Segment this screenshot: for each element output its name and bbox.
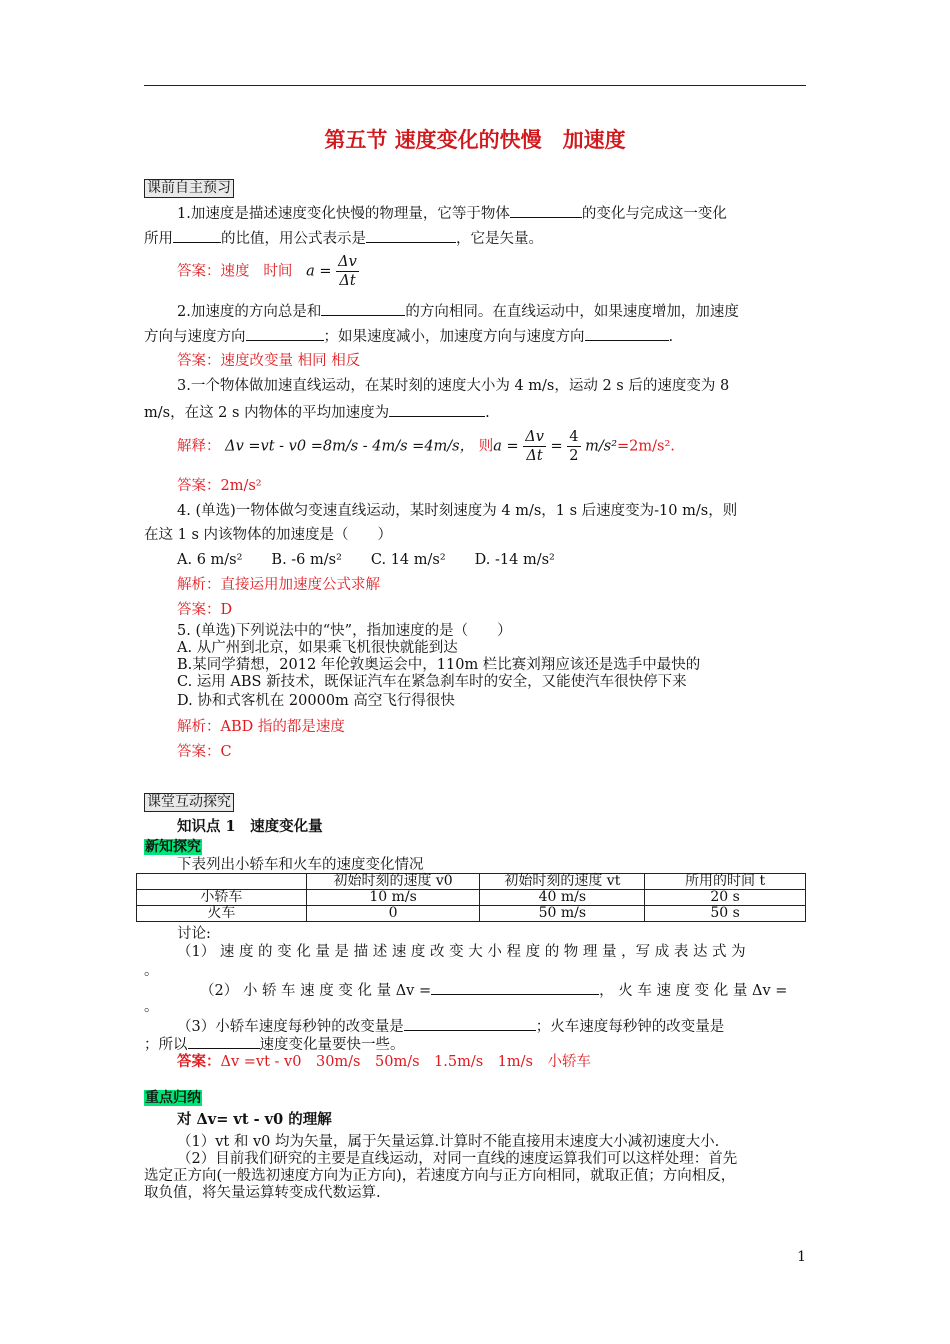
discussion-3-cont: ；所以 速度变化量要快一些。 — [144, 1034, 405, 1055]
point-2-line3: 取负值，将矢量运算转变成代数运算. — [144, 1185, 381, 1201]
q5-option-a: A. 从广州到北京，如果乘飞机很快就能到达 — [177, 640, 458, 656]
section-classroom-label: 课堂互动探究 — [144, 793, 234, 812]
velocity-table — [136, 873, 806, 922]
discussion-1: （1） 速 度 的 变 化 量 是 描 述 速 度 改 变 大 小 程 度 的 物 理 量 ，写 成 表 达 式 为 — [177, 944, 746, 960]
answer-6: 答案：Δv =vt - v0 30m/s 50m/s 1.5m/s 1m/s 小轿车 — [177, 1053, 591, 1070]
q4-options: A. 6 m/s² B. -6 m/s² C. 14 m/s² D. -14 m/s² — [177, 552, 555, 568]
q2-line2: 方向与速度方向 ；如果速度减小，加速度方向与速度方向 . — [144, 326, 673, 347]
fraction: $\frac{\Delta v}{\Delta t}$ — [338, 254, 357, 289]
table-intro: 下表列出小轿车和火车的速度变化情况 — [177, 857, 424, 873]
q1-line2: 所用 的比值，用公式表示是 ，它是矢量。 — [144, 228, 543, 249]
sub-heading: 对 Δv= vt - v0 的理解 — [177, 1111, 332, 1128]
table-cell: 20 s — [645, 890, 806, 906]
q3-line2: m/s，在这 2 s 内物体的平均加速度为 . — [144, 402, 490, 423]
q5-option-b: B.某同学猜想，2012 年伦敦奥运会中，110m 栏比赛刘翔应该还是选手中最快的 — [177, 657, 701, 673]
table-cell: 0 — [306, 906, 480, 922]
discussion-1-end: 。 — [144, 963, 159, 979]
table-cell: 10 m/s — [306, 890, 480, 906]
q5-option-d: D. 协和式客机在 20000m 高空飞行得很快 — [177, 693, 455, 709]
table-cell: 火车 — [137, 906, 307, 922]
blank — [510, 203, 582, 218]
solution-4: 解析：直接运用加速度公式求解 — [177, 577, 380, 593]
answer-5: 答案：C — [177, 744, 232, 760]
q5-stem: 5. (单选)下列说法中的“快”，指加速度的是（ ） — [177, 623, 512, 639]
q3-line1: 3.一个物体做加速直线运动，在某时刻的速度大小为 4 m/s，运动 2 s 后的速度变为 8 — [177, 378, 730, 394]
answer-4: 答案：D — [177, 602, 233, 618]
table-cell: 50 s — [645, 906, 806, 922]
answer-2: 答案：速度改变量 相同 相反 — [177, 353, 361, 369]
answer-3: 答案：2m/s² — [177, 478, 262, 494]
knowledge-point-heading: 知识点 1 速度变化量 — [177, 818, 323, 835]
point-2-line2: 选定正方向(一般选初速度方向为正方向)，若速度方向与正方向相同，就取正值；方向相反， — [144, 1168, 736, 1184]
blank — [246, 326, 324, 341]
solution-3: 解释： Δv =vt - v0 =8m/s - 4m/s =4m/s， 则a = $\frac{\Delta v}{\Delta t}$ = $\frac{4}{2}$ m/s²=2m/s². — [177, 429, 675, 464]
fraction: $\frac{\Delta v}{\Delta t}$ — [525, 429, 544, 464]
table-cell: 50 m/s — [480, 906, 645, 922]
table-cell: 小轿车 — [137, 890, 307, 906]
table-header-cell: 初始时刻的速度 v0 — [306, 874, 480, 890]
blank — [585, 326, 669, 341]
point-2-line1: （2）目前我们研究的主要是直线运动，对同一直线的速度运算我们可以这样处理：首先 — [177, 1151, 738, 1167]
discussion-label: 讨论: — [177, 926, 211, 942]
table-header-row — [137, 874, 806, 890]
table-row — [137, 890, 806, 906]
tag-key-summary: 重点归纳 — [145, 1090, 201, 1106]
table-header-cell: 所用的时间 t — [645, 874, 806, 890]
table-cell: 40 m/s — [480, 890, 645, 906]
q4-line2: 在这 1 s 内该物体的加速度是（ ） — [144, 527, 392, 543]
blank — [389, 402, 485, 417]
table-header-cell: 初始时刻的速度 vt — [480, 874, 645, 890]
section-preview-label: 课前自主预习 — [144, 179, 234, 198]
table-row — [137, 906, 806, 922]
discussion-2: （2） 小 轿 车 速 度 变 化 量 Δv = ， 火 车 速 度 变 化 量 Δv = — [200, 980, 787, 1001]
discussion-3: （3）小轿车速度每秒钟的改变量是 ；火车速度每秒钟的改变量是 — [177, 1016, 724, 1037]
page-title: 第五节 速度变化的快慢 加速度 — [324, 128, 626, 152]
discussion-2-end: 。 — [144, 999, 159, 1015]
blank — [188, 1034, 260, 1049]
blank — [173, 228, 221, 243]
tag-new-knowledge: 新知探究 — [145, 839, 201, 855]
q4-line1: 4. (单选)一物体做匀变速直线运动，某时刻速度为 4 m/s，1 s 后速度变为-10 m/s，则 — [177, 503, 738, 519]
fraction: $\frac{4}{2}$ — [569, 429, 579, 464]
page-number: 1 — [797, 1249, 806, 1265]
point-1: （1）vt 和 v0 均为矢量，属于矢量运算.计算时不能直接用末速度大小减初速度大小. — [177, 1134, 720, 1150]
blank — [404, 1016, 536, 1031]
q1-line1: 1.加速度是描述速度变化快慢的物理量，它等于物体 的变化与完成这一变化 — [177, 203, 727, 224]
answer-1: 答案：速度 时间 a = $\frac{\Delta v}{\Delta t}$ — [177, 254, 357, 289]
table-header-cell — [137, 874, 307, 890]
blank — [366, 228, 456, 243]
q2-line1: 2.加速度的方向总是和 的方向相同。在直线运动中，如果速度增加，加速度 — [177, 301, 739, 322]
header-rule — [144, 85, 806, 86]
blank — [431, 980, 599, 995]
q5-option-c: C. 运用 ABS 新技术，既保证汽车在紧急刹车时的安全，又能使汽车很快停下来 — [177, 674, 687, 690]
solution-5: 解析：ABD 指的都是速度 — [177, 719, 345, 735]
blank — [321, 301, 405, 316]
